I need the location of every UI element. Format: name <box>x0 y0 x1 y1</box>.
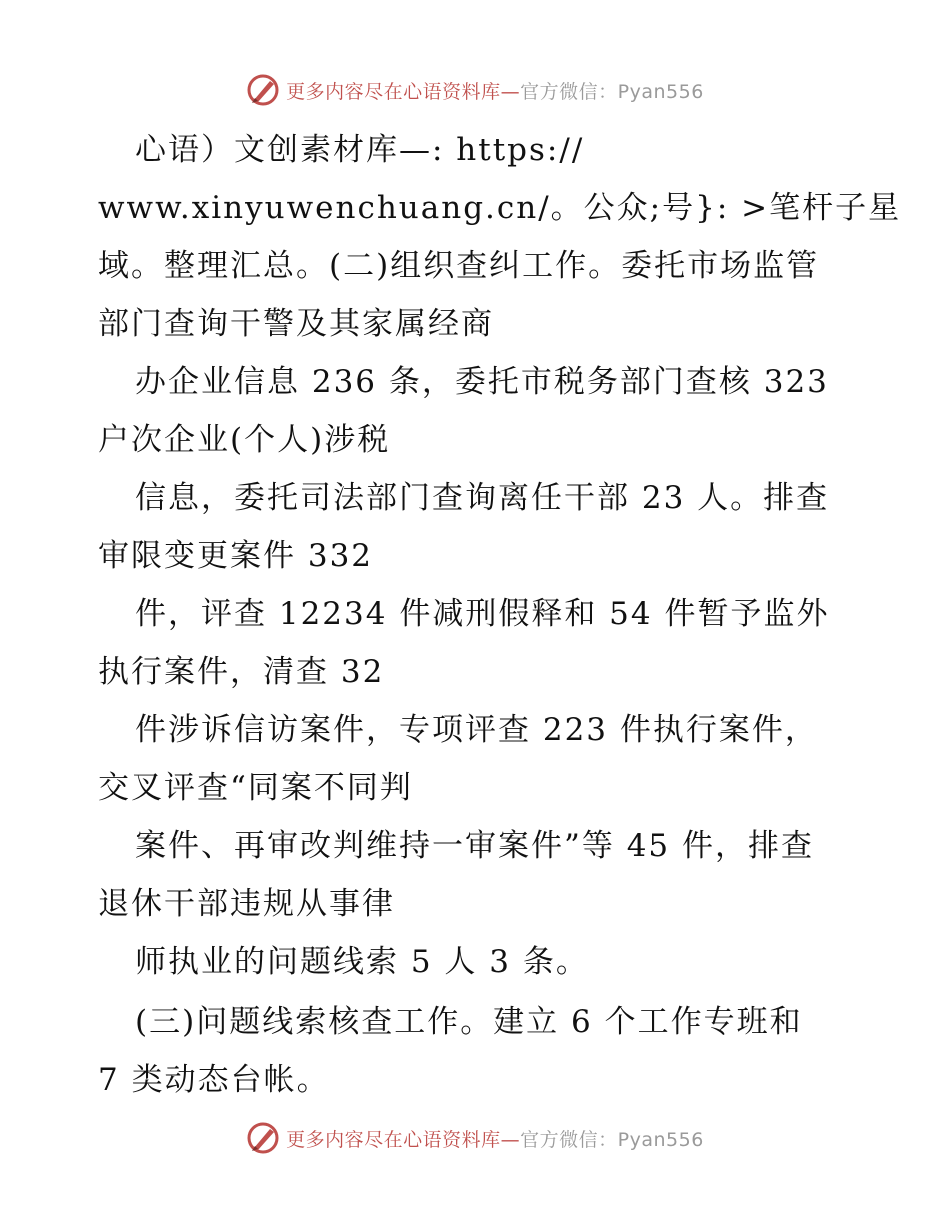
text-line: 件涉诉信访案件，专项评查 223 件执行案件， <box>135 712 818 748</box>
text-line: 信息，委托司法部门查询离任干部 23 人。排查 <box>135 480 830 516</box>
footer-watermark-main: 更多内容尽在心语资料库— <box>286 1128 521 1151</box>
pen-logo-icon <box>246 73 280 107</box>
text-line: 案件、再审改判维持一审案件”等 45 件，排查 <box>135 828 815 864</box>
text-line: 执行案件，清查 32 <box>98 654 385 690</box>
footer-watermark-text <box>286 1125 704 1152</box>
pen-logo-icon <box>246 1121 280 1155</box>
text-line: 师执业的问题线索 5 人 3 条。 <box>135 944 589 980</box>
header-watermark-wechat: 官方微信：Pyan556 <box>520 80 704 103</box>
text-line: 审限变更案件 332 <box>98 538 374 574</box>
text-line: www.xinyuwenchuang.cn/。公众;号}: >笔杆子星 <box>98 190 902 226</box>
text-line: 办企业信息 236 条，委托市税务部门查核 323 <box>135 364 829 400</box>
text-line: (三)问题线索核查工作。建立 6 个工作专班和 <box>135 1004 803 1040</box>
text-line: 部门查询干警及其家属经商 <box>98 306 494 342</box>
text-line: 交叉评查“同案不同判 <box>98 770 413 806</box>
text-line: 退休干部违规从事律 <box>98 886 395 922</box>
footer-watermark-banner <box>0 1118 950 1158</box>
text-line: 件，评查 12234 件减刑假释和 54 件暂予监外 <box>135 596 830 632</box>
header-watermark-text <box>286 77 704 104</box>
footer-watermark-wechat: 官方微信：Pyan556 <box>520 1128 704 1151</box>
text-line: 户次企业(个人)涉税 <box>98 422 391 458</box>
text-line: 域。整理汇总。(二)组织查纠工作。委托市场监管 <box>98 248 820 284</box>
header-watermark-main: 更多内容尽在心语资料库— <box>286 80 521 103</box>
text-line: 心语）文创素材库—: https:// <box>135 132 585 168</box>
header-watermark-banner <box>0 70 950 110</box>
text-line: 7 类动态台帐。 <box>98 1062 330 1098</box>
